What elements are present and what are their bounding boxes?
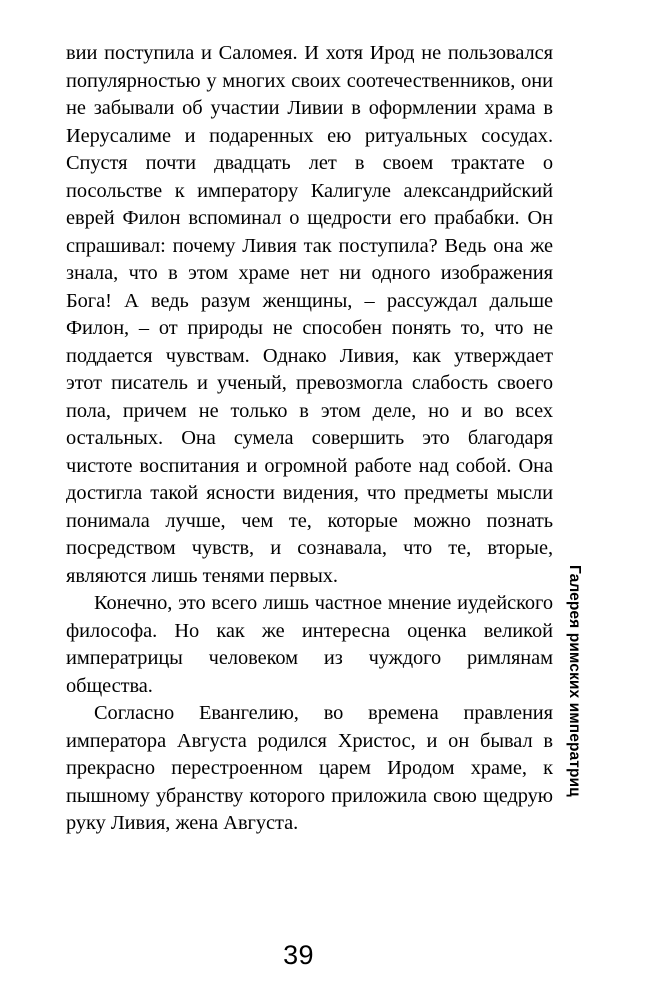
running-head: Галерея римских императриц: [566, 565, 583, 797]
body-text-column: [66, 40, 553, 838]
paragraph: Конечно, это всего лишь частное мнение иудейского философа. Но как же интересна оценка великой императрицы человеком из чуждого римлянам общества.: [66, 592, 553, 697]
page-number: 39: [283, 940, 314, 970]
paragraph-continuation: вии поступила и Саломея. И хотя Ирод не пользовался популярностью у многих своих соотечественников, они не забывали об участии Ливии в оформлении храма в Иерусалиме и подаренных ею ритуальных сосудах. Спустя почти двадцать лет в своем трактате о посольстве к императору Калигуле александрийский еврей Филон вспоминал о щедрости его прабабки. Он спрашивал: почему Ливия так поступила? Ведь она же знала, что в этом храме нет ни одного изображения Бога! А ведь разум женщины, – рассуждал дальше Филон, – от природы не способен понять то, что не поддается чувствам. Однако Ливия, как утверждает этот писатель и ученый, превозмогла слабость своего пола, причем не только в этом деле, но и во всех остальных. Она сумела совершить это благодаря чистоте воспитания и огромной работе над собой. Она достигла такой ясности видения, что предметы мысли понимала лучше, чем те, которые можно познать посредством чувств, и сознавала, что те, вторые, являются лишь тенями первых.: [66, 42, 553, 587]
paragraph: Согласно Евангелию, во времена правления императора Августа родился Христос, и он бывал в прекрасно перестроенном царем Иродом храме, к пышному убранству которого приложила свою щедрую руку Ливия, жена Августа.: [66, 702, 553, 834]
